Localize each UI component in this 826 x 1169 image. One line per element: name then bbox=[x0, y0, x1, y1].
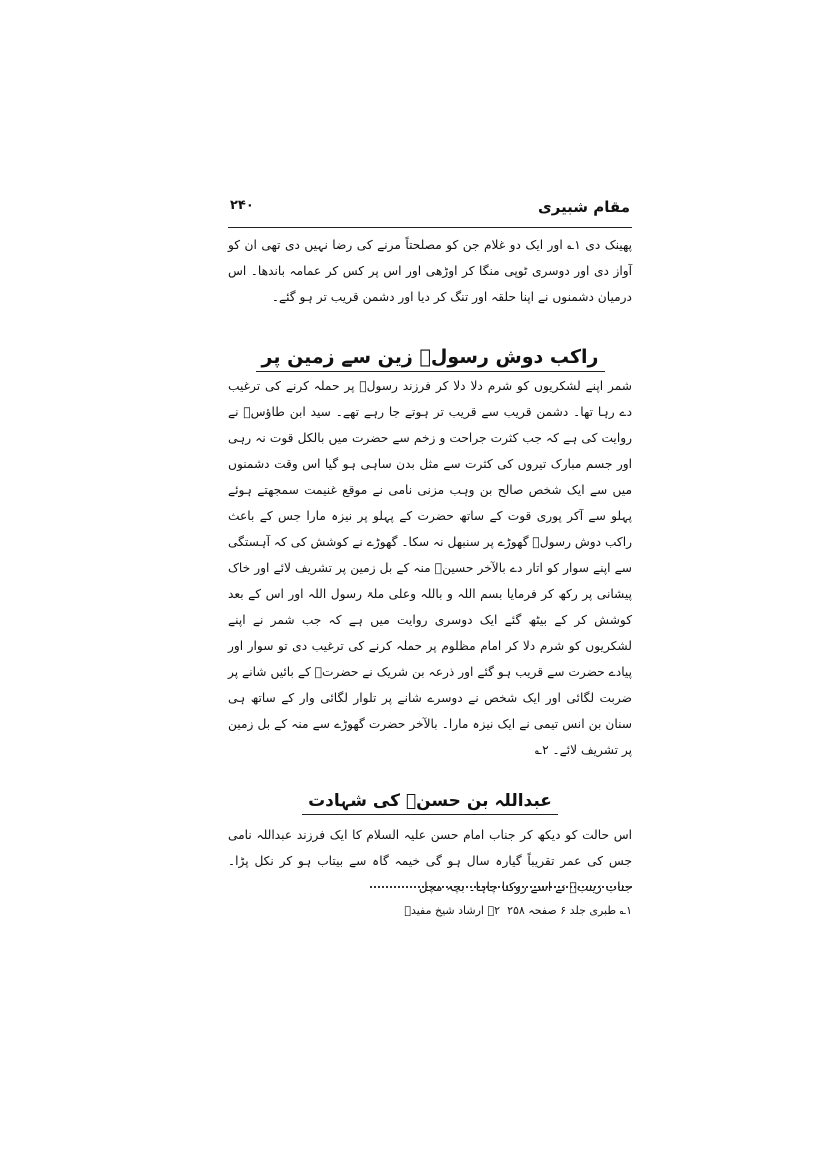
paragraph-3-text: اس حالت کو دیکھ کر جناب امام حسن علیہ السلام کا ایک فرزند عبداللہ نامی جس کی عمر تقریباً گیارہ سال ہو گی خیمہ گاہ سے بیتاب ہو کر نکل پڑا۔ جناب زینبؑ نے اسے روکنا چاہا۔ بچہ مچل bbox=[228, 828, 632, 894]
footnote-2: ۲؎ ارشاد شیخ مفیدؒ bbox=[404, 904, 500, 917]
header-divider bbox=[228, 227, 632, 228]
footnote-1: ۱؎ طبری جلد ۶ صفحہ ۲۵۸ bbox=[507, 904, 632, 917]
footnote-separator bbox=[370, 886, 632, 888]
page-header bbox=[230, 196, 630, 226]
page-number: ۲۴۰ bbox=[230, 198, 254, 213]
paragraph-3 bbox=[228, 822, 632, 900]
paragraph-2 bbox=[228, 373, 632, 763]
section-heading-2-text: عبداللہ بن حسنؑ کی شہادت bbox=[302, 791, 558, 815]
paragraph-2-text: شمر اپنے لشکریوں کو شرم دلا دلا کر فرزند رسولؐ پر حملہ کرنے کی ترغیب دے رہا تھا۔ دشمن قریب سے قریب تر ہوتے جا رہے تھے۔ سید ابن طاؤسؒ نے روایت کی ہے کہ جب کثرت جراحت و زخم سے حضرت میں بالکل قوت نہ رہی اور جسم مبارک تیروں کی کثرت سے مثل بدن ساہی ہو گیا اس وقت دشمنوں میں سے ایک شخص صالح بن وہب مزنی نامی نے موقع غنیمت سمجھتے ہوئے پہلو سے آکر پوری قوت کے ساتھ حضرت کے پہلو پر نیزہ مارا جس کے باعث راکب دوش رسولؐ گھوڑے پر سنبھل نہ سکا۔ گھوڑے نے کوشش کی کہ آہستگی سے اپنے سوار کو اتار دے بالآخر حسینؑ منہ کے بل زمین پر تشریف لائے اور خاک پیشانی پر رکھ کر فرمایا بسم اللہ و باللہ وعلی ملۃ رسول اللہ اور اس کے بعد کوشش کر کے بیٹھ گئے ایک دوسری روایت میں ہے کہ جب شمر نے اپنے لشکریوں کو شرم دلا کر امام مظلوم پر حملہ کرنے کی ترغیب دی تو سوار اور پیادے حضرت سے قریب ہو گئے اور ذرعہ بن شریک نے حضرتؑ کے بائیں شانے پر ضربت لگائی اور ایک شخص نے دوسرے شانے پر تلوار لگائی وار کے ساتھ ہی سنان بن انس تیمی نے ایک نیزہ مارا۔ بالآخر حضرت گھوڑے سے منہ کے بل زمین پر تشریف لائے۔ ۲؎ bbox=[228, 379, 632, 757]
paragraph-1-text: پھینک دی ۱؎ اور ایک دو غلام جن کو مصلحتاً مرنے کی رضا نہیں دی تھی ان کو آواز دی اور دوسری ٹوپی منگا کر اوڑھی اور اس پر کس کر عمامہ باندھا۔ اس درمیان دشمنوں نے اپنا حلقہ اور تنگ کر دیا اور دشمن قریب تر ہو گئے۔ bbox=[228, 238, 632, 304]
section-heading-1-text: راکب دوش رسولؐ زین سے زمین پر bbox=[256, 346, 605, 372]
paragraph-1 bbox=[228, 232, 632, 310]
running-title: مقام شبیری bbox=[537, 198, 630, 216]
section-heading-2 bbox=[228, 790, 632, 822]
footnotes bbox=[360, 904, 632, 926]
